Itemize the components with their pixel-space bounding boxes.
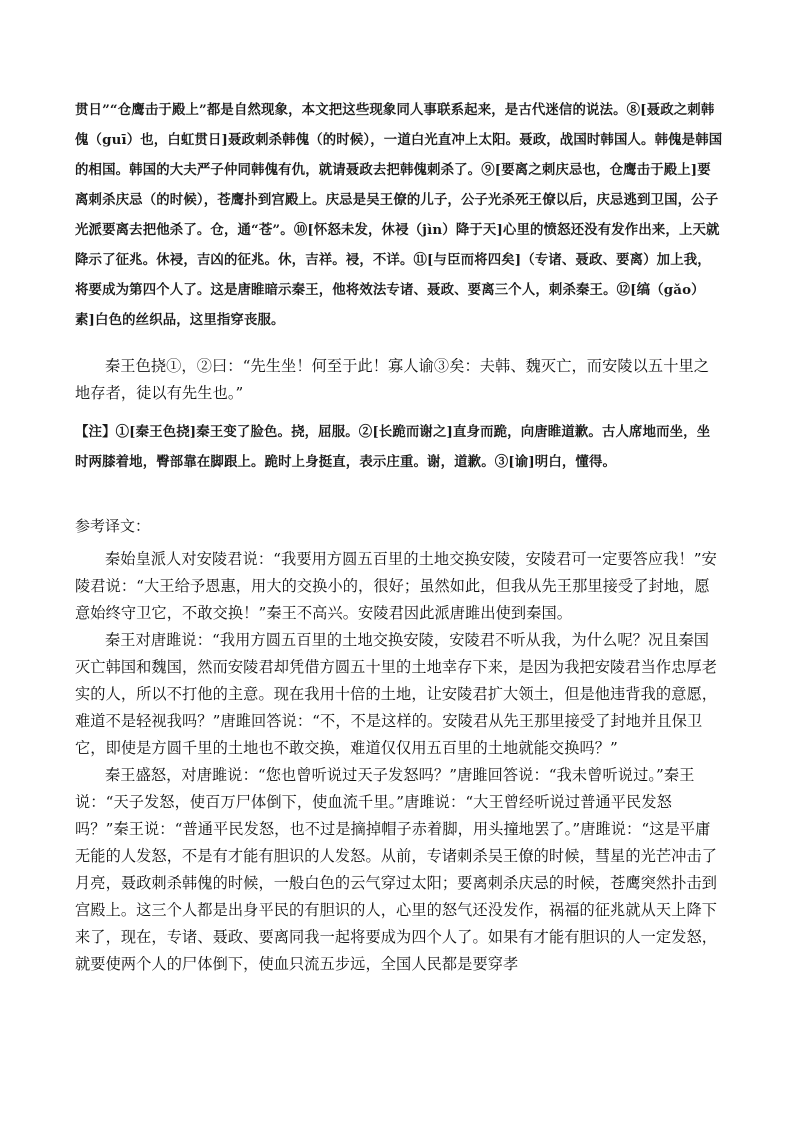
classical-text-paragraph: 秦王色挠①，②曰：“先生坐！何至于此！寡人谕③矣：夫韩、魏灭亡，而安陵以五十里之地存者，徒以有先生也。” [75, 357, 710, 402]
annotation-notes-continued [75, 95, 723, 335]
translation-paragraph-3: 秦王盛怒，对唐雎说：“您也曾听说过天子发怒吗？”唐雎回答说：“我未曾听说过。”秦王说：“天子发怒，使百万尸体倒下，使血流千里。”唐雎说：“大王曾经听说过普通平民发怒吗？”秦王说：“普通平民发怒，也不过是摘掉帽子赤着脚，用头撞地罢了。”唐雎说：“这是平庸无能的人发怒，不是有才能有胆识的人发怒。从前，专诸刺杀吴王僚的时候，彗星的光芒冲击了月亮，聂政刺杀韩傀的时候，一般白色的云气穿过太阳；要离刺杀庆忌的时候，苍鹰突然扑击到宫殿上。这三个人都是出身平民的有胆识的人，心里的怒气还没发作，祸福的征兆就从天上降下来了，现在，专诸、聂政、要离同我一起将要成为四个人了。如果有才能有胆识的人一定发怒，就要使两个人的尸体倒下，使血只流五步远，全国人民都是要穿孝 [75, 766, 718, 973]
translation-heading: 参考译文： [75, 517, 151, 535]
annotation-notes [75, 417, 723, 477]
translation-body [75, 546, 723, 978]
classical-text-passage [75, 353, 723, 407]
translation-paragraph-2: 秦王对唐雎说：“我用方圆五百里的土地交换安陵，安陵君不听从我，为什么呢？况且秦国灭亡韩国和魏国，然而安陵君却凭借方圆五十里的土地幸存下来，是因为我把安陵君当作忠厚老实的人，所以不打他的主意。现在我用十倍的土地，让安陵君扩大领土，但是他违背我的意愿，难道不是轻视我吗？”唐雎回答说：“不，不是这样的。安陵君从先王那里接受了封地并且保卫它，即使是方圆千里的土地也不敢交换，难道仅仅用五百里的土地就能交换吗？” [75, 631, 718, 757]
annotation-paragraph: 【注】①[秦王色挠]秦王变了脸色。挠，屈服。②[长跪而谢之]直身而跪，向唐睢道歉。古人席地而坐，坐时两膝着地，臀部靠在脚跟上。跪时上身挺直，表示庄重。谢，道歉。③[谕]明白，懂得。 [75, 424, 711, 470]
translation-paragraph-1: 秦始皇派人对安陵君说：“我要用方圆五百里的土地交换安陵，安陵君可一定要答应我！”安陵君说：“大王给予恩惠，用大的交换小的，很好；虽然如此，但我从先王那里接受了封地，愿意始终守卫它，不敢交换！”秦王不高兴。安陵君因此派唐雎出使到秦国。 [75, 550, 717, 622]
annotation-paragraph: 贯日”“仓鹰击于殿上”都是自然现象，本文把这些现象同人事联系起来，是古代迷信的说法。⑧[聂政之刺韩傀（guī）也，白虹贯日]聂政刺杀韩傀（的时候），一道白光直冲上太阳。聂政，战国时韩国人。韩傀是韩国的相国。韩国的大夫严子仲同韩傀有仇，就请聂政去把韩傀刺杀了。⑨[要离之刺庆忌也，仓鹰击于殿上]要离刺杀庆忌（的时候），苍鹰扑到宫殿上。庆忌是吴王僚的儿子，公子光杀死王僚以后，庆忌逃到卫国，公子光派要离去把他杀了。仓，通“苍”。⑩[怀怒未发，休祲（jìn）降于天]心里的愤怒还没有发作出来，上天就降示了征兆。休祲，吉凶的征兆。休，吉祥。祲，不详。⑪[与臣而将四矣]（专诸、聂政、要离）加上我，将要成为第四个人了。这是唐睢暗示秦王，他将效法专诸、聂政、要离三个人，刺杀秦王。⑫[缟（gǎo）素]白色的丝织品，这里指穿丧服。 [75, 102, 723, 328]
